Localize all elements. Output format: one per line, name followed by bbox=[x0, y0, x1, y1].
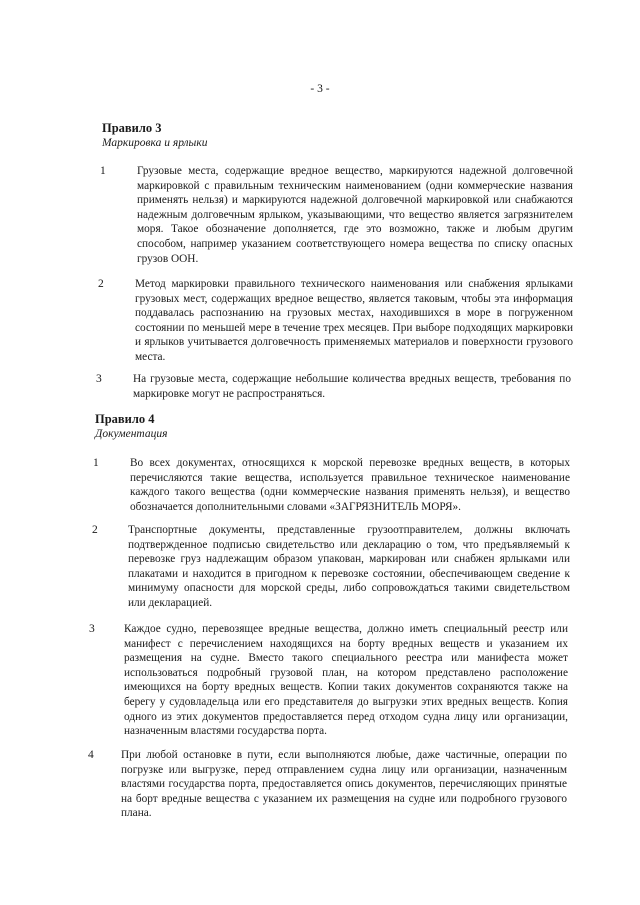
rule-title: Правило 4 bbox=[95, 412, 155, 426]
paragraph-text: Во всех документах, относящихся к морской перевозке вредных веществ, в которых перечисляются такие вещества, используется правильное техническое наименование каждого такого вещества (одни коммерческие названия применять нельзя), и вещество обозначается дополнительными словами «ЗАГРЯЗНИТЕЛЬ МОРЯ». bbox=[130, 457, 570, 513]
paragraph-text: Транспортные документы, представленные грузоотправителем, должны включать подтвержденное подписью свидетельство или декларацию о том, что предъявляемый к перевозке груз надлежащим образом упакован, маркирован или снабжен ярлыками или плакатами и находится в пригодном к перевозке состоянии, обеспечивающем сведение к минимуму опасности для морской среды, либо сопровождаться такими свидетельством или декларацией. bbox=[128, 524, 570, 609]
paragraph-number: 1 bbox=[93, 457, 99, 469]
paragraph-text: Грузовые места, содержащие вредное вещество, маркируются надежной долговечной маркировкой с правильным техническим наименованием (одни коммерческие названия применять нельзя) и маркируются надежной долговечной маркировкой или снабжаются надежным долговечным ярлыком, указывающими, что вещество является загрязнителем моря. Такое обозначение дополняется, где это возможно, также и любым другим способом, например указанием соответствующего номера вещества по списку опасных грузов ООН. bbox=[137, 165, 573, 265]
paragraph-number: 2 bbox=[92, 524, 98, 536]
paragraph-number: 1 bbox=[100, 165, 106, 177]
paragraph-number: 3 bbox=[96, 373, 102, 385]
rule-3-heading bbox=[102, 121, 207, 150]
paragraph-number: 3 bbox=[89, 623, 95, 635]
paragraph-text: При любой остановке в пути, если выполняются любые, даже частичные, операции по погрузке или выгрузке, перед отправлением судна лицу или организации, назначенным властями государства порта, предоставляется опись документов, перечисляющих принятые на борт вредные вещества с указанием их размещения на судне или подробного грузового плана. bbox=[121, 749, 567, 820]
paragraph-text: Метод маркировки правильного технического наименования или снабжения ярлыками грузовых мест, содержащих вредное вещество, является таковым, чтобы эта информация поддавалась распознанию на грузовых местах, находившихся в море в погруженном состоянии по меньшей мере в течение трех месяцев. При выборе подходящих маркировки и ярлыков учитывается долговечность применяемых материалов и поверхности грузового места. bbox=[135, 278, 573, 363]
paragraph-text: Каждое судно, перевозящее вредные вещества, должно иметь специальный реестр или манифест с перечислением находящихся на борту вредных веществ и указанием их размещения на судне. Вместо такого специального реестра или манифеста может использоваться подробный грузовой план, на котором представлено расположение имеющихся на борту вредных веществ. Копии таких документов сохраняются также на берегу у судовладельца или его представителя до выгрузки этих вредных веществ. Копия одного из этих документов предоставляется перед отходом судна лицу или организации, назначенным властями государства порта. bbox=[124, 623, 568, 738]
paragraph-number: 2 bbox=[98, 278, 104, 290]
rule-title: Правило 3 bbox=[102, 121, 162, 135]
rule-subtitle: Маркировка и ярлыки bbox=[102, 137, 208, 149]
rule-subtitle: Документация bbox=[95, 428, 168, 440]
page-number: - 3 - bbox=[310, 83, 330, 95]
rule-4-heading bbox=[95, 412, 167, 441]
paragraph-text: На грузовые места, содержащие небольшие количества вредных веществ, требования по маркировке могут не распространяться. bbox=[133, 373, 571, 400]
paragraph-number: 4 bbox=[88, 749, 94, 761]
